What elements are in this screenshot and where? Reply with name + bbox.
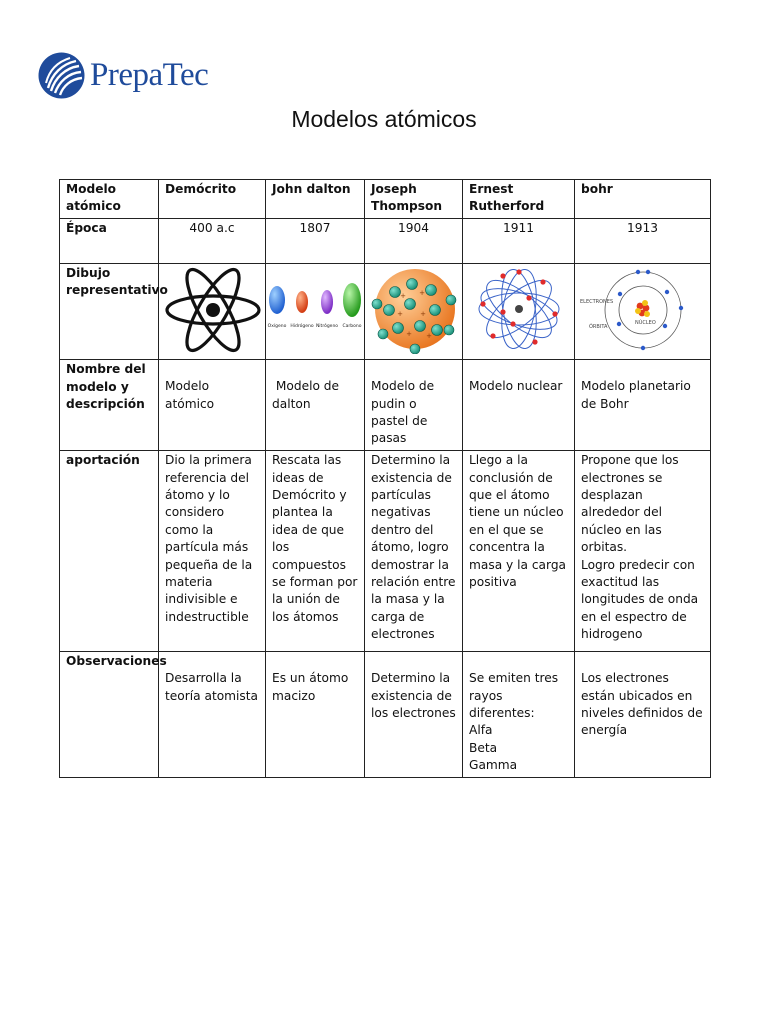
atomic-models-table bbox=[59, 179, 711, 778]
aportacion-thompson: Determino la existencia de partículas negativas dentro del átomo, logro demostrar la relación entre la masa y la carga de electrones bbox=[365, 451, 463, 652]
aportacion-dalton: Rescata las ideas de Demócrito y plantea la idea de que los compuestos se forman por la unión de los átomos bbox=[266, 451, 365, 652]
nombre-dalton: Modelo de dalton bbox=[266, 360, 365, 451]
nombre-bohr: Modelo planetario de Bohr bbox=[575, 360, 711, 451]
aportacion-democrito: Dio la primera referencia del átomo y lo considero como la partícula más pequeña de la materia indivisible e indestructible bbox=[159, 451, 266, 652]
table-row-header bbox=[60, 180, 711, 219]
observaciones-bohr: Los electrones están ubicados en niveles definidos de energía bbox=[575, 652, 711, 777]
svg-text:+: + bbox=[426, 331, 432, 340]
bohr-label-orbita: ÓRBITA bbox=[589, 323, 608, 330]
epoca-dalton: 1807 bbox=[266, 218, 365, 263]
prepatec-flame-icon bbox=[38, 52, 85, 99]
col-header-democrito: Demócrito bbox=[159, 180, 266, 219]
table-row-nombre bbox=[60, 360, 711, 451]
nombre-democrito: Modelo atómico bbox=[159, 360, 266, 451]
nombre-rutherford: Modelo nuclear bbox=[463, 360, 575, 451]
epoca-rutherford: 1911 bbox=[463, 218, 575, 263]
plum-pudding-model bbox=[365, 264, 463, 354]
svg-text:+: + bbox=[397, 309, 403, 318]
col-header-bohr: bohr bbox=[575, 180, 711, 219]
table-row-dibujo bbox=[60, 263, 711, 359]
atom-symbol-icon bbox=[159, 264, 266, 354]
nombre-thompson: Modelo de pudin o pastel de pasas bbox=[365, 360, 463, 451]
nuclear-model bbox=[463, 264, 575, 354]
aportacion-bohr: Propone que los electrones se desplazan alrededor del núcleo en las orbitas. Logro predecir con exactitud las longitudes de onda en el espectro de hidrogeno bbox=[575, 451, 711, 652]
bohr-drawing bbox=[575, 263, 711, 359]
svg-text:+: + bbox=[406, 329, 412, 338]
dalton-label-nitrogeno: Nitrógeno bbox=[315, 323, 339, 329]
row-label-dibujo: Dibujo representativo bbox=[60, 263, 159, 359]
bohr-label-electrones: ELECTRONES bbox=[580, 298, 614, 305]
dalton-drawing bbox=[266, 263, 365, 359]
row-label-modelo: Modelo atómico bbox=[60, 180, 159, 219]
aportacion-rutherford: Llego a la conclusión de que el átomo tiene un núcleo en el que se concentra la masa y la carga positiva bbox=[463, 451, 575, 652]
observaciones-rutherford: Se emiten tres rayos diferentes: Alfa Beta Gamma bbox=[463, 652, 575, 777]
row-label-nombre: Nombre del modelo y descripción bbox=[60, 360, 159, 451]
epoca-bohr: 1913 bbox=[575, 218, 711, 263]
col-header-thompson: Joseph Thompson bbox=[365, 180, 463, 219]
col-header-dalton: John dalton bbox=[266, 180, 365, 219]
observaciones-thompson: Determino la existencia de los electrones bbox=[365, 652, 463, 777]
thompson-drawing bbox=[365, 263, 463, 359]
democrito-drawing bbox=[159, 263, 266, 359]
svg-text:+: + bbox=[420, 309, 426, 318]
brand-name: PrepaTec bbox=[90, 57, 209, 93]
row-label-epoca: Época bbox=[60, 218, 159, 263]
epoca-democrito: 400 a.c bbox=[159, 218, 266, 263]
dalton-label-carbono: Carbono bbox=[342, 323, 362, 329]
table-row-epoca bbox=[60, 218, 711, 263]
dalton-label-hidrogeno: Hidrógeno bbox=[290, 323, 314, 329]
observaciones-democrito: Desarrolla la teoría atomista bbox=[159, 652, 266, 777]
col-header-rutherford: Ernest Rutherford bbox=[463, 180, 575, 219]
svg-text:+: + bbox=[400, 291, 406, 300]
dalton-spheres bbox=[266, 264, 365, 354]
dalton-label-oxigeno: Oxígeno bbox=[267, 323, 287, 329]
bohr-label-nucleo: NÚCLEO bbox=[635, 319, 656, 326]
table-row-observaciones bbox=[60, 652, 711, 777]
epoca-thompson: 1904 bbox=[365, 218, 463, 263]
observaciones-dalton: Es un átomo macizo bbox=[266, 652, 365, 777]
prepatec-logo bbox=[38, 52, 208, 99]
rutherford-drawing bbox=[463, 263, 575, 359]
document-title: Modelos atómicos bbox=[291, 106, 477, 132]
row-label-observaciones: Observaciones bbox=[60, 652, 159, 777]
svg-text:+: + bbox=[419, 288, 425, 297]
bohr-model bbox=[575, 264, 711, 354]
row-label-aportacion: aportación bbox=[60, 451, 159, 652]
table-row-aportacion bbox=[60, 451, 711, 652]
